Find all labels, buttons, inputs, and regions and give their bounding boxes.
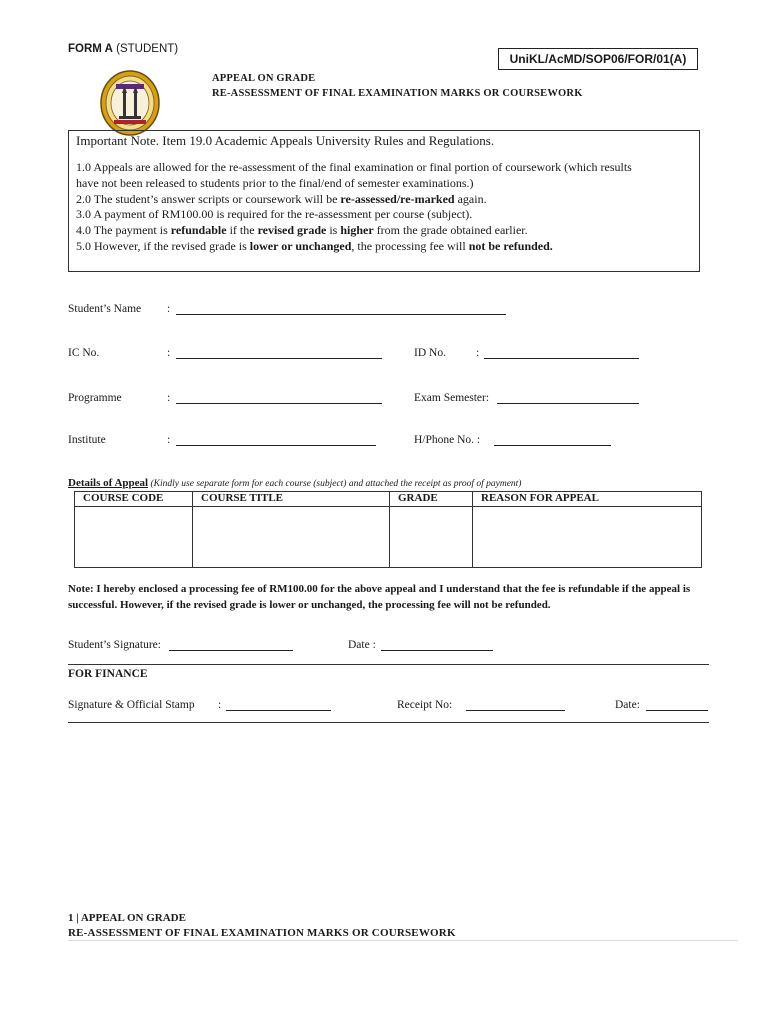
course-title-cell[interactable] (193, 507, 390, 568)
institute-field[interactable] (176, 434, 376, 446)
column-header-course-title: COURSE TITLE (193, 492, 390, 507)
column-header-grade: GRADE (390, 492, 473, 507)
signature-date-field[interactable] (381, 639, 493, 651)
footer-subtitle: RE-ASSESSMENT OF FINAL EXAMINATION MARKS OR COURSEWORK (68, 927, 456, 939)
finance-date-label: Date: (615, 699, 640, 711)
note-line-1b: have not been released to students prior to the final/end of semester examinations.) (76, 176, 474, 190)
official-stamp-colon: : (218, 699, 222, 711)
id-no-field[interactable] (484, 347, 639, 359)
appeal-table (74, 491, 702, 568)
official-stamp-label: Signature & Official Stamp (68, 699, 195, 711)
table-row (75, 507, 702, 568)
form-title: APPEAL ON GRADE (212, 73, 316, 84)
finance-divider (68, 722, 709, 723)
student-name-label: Student’s Name (68, 303, 142, 315)
programme-field[interactable] (176, 392, 382, 404)
appeal-heading: Details of Appeal (Kindly use separate form for each course (subject) and attached the receipt as proof of payment) (68, 477, 522, 489)
footer-rule (68, 940, 738, 941)
note-line-1a: 1.0 Appeals are allowed for the re-assessment of the final examination or final portion of coursework (which results (76, 160, 632, 174)
note-line-5: 5.0 However, if the revised grade is lower or unchanged, the processing fee will not be refunded. (76, 239, 553, 253)
form-subtitle: RE-ASSESSMENT OF FINAL EXAMINATION MARKS OR COURSEWORK (212, 88, 583, 99)
id-no-label: ID No. (414, 347, 446, 359)
course-code-cell[interactable] (75, 507, 193, 568)
phone-label: H/Phone No. : (414, 434, 481, 446)
section-divider (68, 664, 709, 665)
signature-date-label: Date : (348, 639, 376, 651)
student-name-colon: : (167, 303, 171, 315)
note-line-2: 2.0 The student’s answer scripts or coursework will be re-assessed/re-marked again. (76, 192, 487, 206)
programme-label: Programme (68, 392, 122, 404)
note-line-3: 3.0 A payment of RM100.00 is required for the re-assessment per course (subject). (76, 207, 473, 221)
ic-no-field[interactable] (176, 347, 382, 359)
note-line-4: 4.0 The payment is refundable if the revised grade is higher from the grade obtained earlier. (76, 223, 528, 237)
declaration-note: Note: I hereby enclosed a processing fee of RM100.00 for the above appeal and I understand that the fee is refundable if the appeal is successful. However, if the revised grade is lower or unchanged, the processing fee will not be refunded. (68, 583, 691, 611)
reason-cell[interactable] (473, 507, 702, 568)
exam-semester-field[interactable] (497, 392, 639, 404)
form-label: FORM A (STUDENT) (68, 43, 179, 55)
column-header-reason: REASON FOR APPEAL (473, 492, 702, 507)
grade-cell[interactable] (390, 507, 473, 568)
finance-heading: FOR FINANCE (68, 668, 148, 680)
column-header-course-code: COURSE CODE (75, 492, 193, 507)
student-signature-label: Student’s Signature: (68, 639, 161, 651)
id-no-colon: : (476, 347, 480, 359)
footer-page-title: 1 | APPEAL ON GRADE (68, 912, 186, 924)
institute-colon: : (167, 434, 171, 446)
ic-no-label: IC No. (68, 347, 100, 359)
appeal-table-header (75, 492, 702, 507)
phone-field[interactable] (494, 434, 611, 446)
programme-colon: : (167, 392, 171, 404)
finance-date-field[interactable] (646, 699, 708, 711)
university-crest-icon (100, 70, 160, 136)
student-name-field[interactable] (176, 303, 506, 315)
note-heading: Important Note. Item 19.0 Academic Appeals University Rules and Regulations. (76, 133, 495, 148)
receipt-no-label: Receipt No: (397, 699, 453, 711)
receipt-no-field[interactable] (466, 699, 565, 711)
ic-no-colon: : (167, 347, 171, 359)
institute-label: Institute (68, 434, 106, 446)
document-code: UniKL/AcMD/SOP06/FOR/01(A) (498, 48, 698, 70)
official-stamp-field[interactable] (226, 699, 331, 711)
student-signature-field[interactable] (169, 639, 293, 651)
exam-semester-label: Exam Semester: (414, 392, 490, 404)
